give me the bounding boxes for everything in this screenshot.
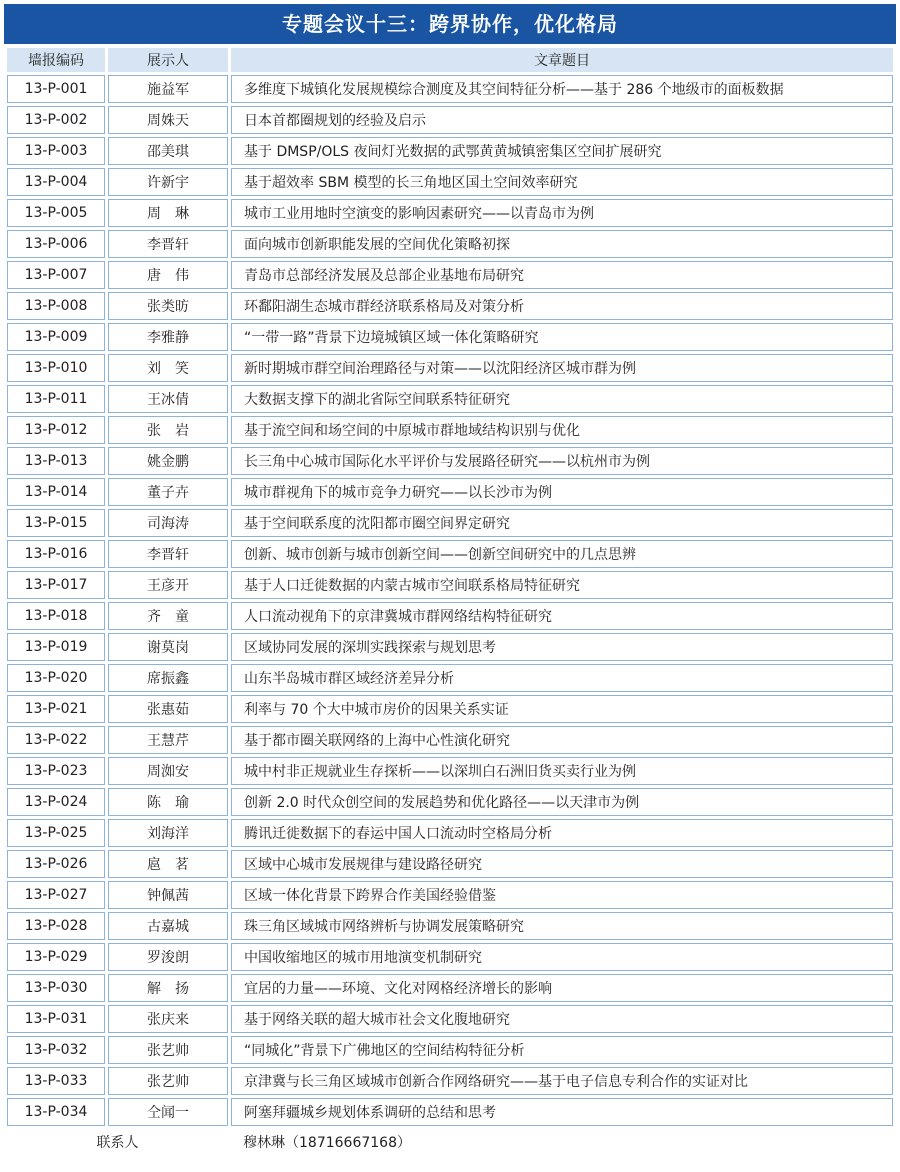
table-row xyxy=(7,633,893,661)
poster-code: 13-P-016 xyxy=(7,540,105,568)
article-title: 城中村非正规就业生存探析——以深圳白石洲旧货买卖行业为例 xyxy=(231,757,893,785)
presenter-name: 刘 笑 xyxy=(108,354,228,382)
poster-code: 13-P-008 xyxy=(7,292,105,320)
poster-code: 13-P-029 xyxy=(7,943,105,971)
presenter-name: 张庆来 xyxy=(108,1005,228,1033)
table-header-row xyxy=(7,48,893,72)
table-row xyxy=(7,664,893,692)
presenter-name: 仝闻一 xyxy=(108,1098,228,1126)
presenter-name: 王慧芹 xyxy=(108,726,228,754)
presenter-name: 罗浚朗 xyxy=(108,943,228,971)
table-row xyxy=(7,912,893,940)
contact-label: 联系人 xyxy=(96,1135,139,1151)
article-title: 基于人口迁徙数据的内蒙古城市空间联系格局特征研究 xyxy=(231,571,893,599)
article-title: 面向城市创新职能发展的空间优化策略初探 xyxy=(231,230,893,258)
presenter-name: 张 岩 xyxy=(108,416,228,444)
presenter-name: 施益军 xyxy=(108,75,228,103)
article-title: 城市群视角下的城市竞争力研究——以长沙市为例 xyxy=(231,478,893,506)
poster-code: 13-P-017 xyxy=(7,571,105,599)
table-row xyxy=(7,354,893,382)
presenter-name: 周洳安 xyxy=(108,757,228,785)
presenter-name: 张惠茹 xyxy=(108,695,228,723)
poster-code: 13-P-001 xyxy=(7,75,105,103)
presenter-name: 姚金鹏 xyxy=(108,447,228,475)
article-title: 区域协同发展的深圳实践探索与规划思考 xyxy=(231,633,893,661)
table-row xyxy=(7,602,893,630)
table-row xyxy=(7,695,893,723)
article-title: 腾讯迁徙数据下的春运中国人口流动时空格局分析 xyxy=(231,819,893,847)
table-row xyxy=(7,571,893,599)
article-title: 中国收缩地区的城市用地演变机制研究 xyxy=(231,943,893,971)
presenter-name: 唐 伟 xyxy=(108,261,228,289)
presenter-name: 张类昉 xyxy=(108,292,228,320)
table-row xyxy=(7,974,893,1002)
article-title: 区域中心城市发展规律与建设路径研究 xyxy=(231,850,893,878)
presenter-name: 陈 瑜 xyxy=(108,788,228,816)
poster-code: 13-P-028 xyxy=(7,912,105,940)
table-row xyxy=(7,850,893,878)
table-row xyxy=(7,757,893,785)
table-row xyxy=(7,199,893,227)
presenter-name: 解 扬 xyxy=(108,974,228,1002)
presenter-name: 李晋轩 xyxy=(108,230,228,258)
poster-code: 13-P-009 xyxy=(7,323,105,351)
presenter-name: 邵美琪 xyxy=(108,137,228,165)
poster-code: 13-P-019 xyxy=(7,633,105,661)
article-title: 基于都市圈关联网络的上海中心性演化研究 xyxy=(231,726,893,754)
table-row xyxy=(7,292,893,320)
table-row xyxy=(7,75,893,103)
presenter-name: 王冰倩 xyxy=(108,385,228,413)
table-row xyxy=(7,385,893,413)
presenter-name: 席振鑫 xyxy=(108,664,228,692)
article-title: 新时期城市群空间治理路径与对策——以沈阳经济区城市群为例 xyxy=(231,354,893,382)
poster-code: 13-P-030 xyxy=(7,974,105,1002)
article-title: 区域一体化背景下跨界合作美国经验借鉴 xyxy=(231,881,893,909)
presenter-name: 周 琳 xyxy=(108,199,228,227)
poster-code: 13-P-027 xyxy=(7,881,105,909)
article-title: 日本首都圈规划的经验及启示 xyxy=(231,106,893,134)
table-row xyxy=(7,540,893,568)
page-title: 专题会议十三：跨界协作，优化格局 xyxy=(4,4,896,44)
poster-code: 13-P-033 xyxy=(7,1067,105,1095)
table-row xyxy=(7,416,893,444)
presenter-name: 许新宇 xyxy=(108,168,228,196)
poster-code: 13-P-013 xyxy=(7,447,105,475)
table-row xyxy=(7,230,893,258)
presenter-name: 钟佩茜 xyxy=(108,881,228,909)
poster-code: 13-P-004 xyxy=(7,168,105,196)
presenter-name: 李晋轩 xyxy=(108,540,228,568)
article-title: 青岛市总部经济发展及总部企业基地布局研究 xyxy=(231,261,893,289)
table-row xyxy=(7,137,893,165)
table-row xyxy=(7,447,893,475)
article-title: 基于流空间和场空间的中原城市群地域结构识别与优化 xyxy=(231,416,893,444)
presenter-name: 司海涛 xyxy=(108,509,228,537)
poster-code: 13-P-032 xyxy=(7,1036,105,1064)
table-row xyxy=(7,323,893,351)
poster-code: 13-P-003 xyxy=(7,137,105,165)
poster-code: 13-P-021 xyxy=(7,695,105,723)
presenter-name: 刘海洋 xyxy=(108,819,228,847)
poster-code: 13-P-010 xyxy=(7,354,105,382)
poster-code: 13-P-020 xyxy=(7,664,105,692)
table-row xyxy=(7,106,893,134)
article-title: 京津冀与长三角区域城市创新合作网络研究——基于电子信息专利合作的实证对比 xyxy=(231,1067,893,1095)
table-row xyxy=(7,788,893,816)
presenter-name: 董子卉 xyxy=(108,478,228,506)
poster-code: 13-P-005 xyxy=(7,199,105,227)
presenter-name: 周姝天 xyxy=(108,106,228,134)
presenter-name: 齐 童 xyxy=(108,602,228,630)
article-title: 人口流动视角下的京津冀城市群网络结构特征研究 xyxy=(231,602,893,630)
table-row xyxy=(7,726,893,754)
poster-code: 13-P-031 xyxy=(7,1005,105,1033)
column-header-presenter: 展示人 xyxy=(108,48,228,72)
table-row xyxy=(7,881,893,909)
presenter-name: 李雅静 xyxy=(108,323,228,351)
article-title: 基于 DMSP/OLS 夜间灯光数据的武鄂黄黄城镇密集区空间扩展研究 xyxy=(231,137,893,165)
table-row xyxy=(7,943,893,971)
article-title: 山东半岛城市群区域经济差异分析 xyxy=(231,664,893,692)
article-title: 珠三角区域城市网络辨析与协调发展策略研究 xyxy=(231,912,893,940)
poster-code: 13-P-012 xyxy=(7,416,105,444)
article-title: 基于空间联系度的沈阳都市圈空间界定研究 xyxy=(231,509,893,537)
poster-table xyxy=(4,45,896,1158)
table-row xyxy=(7,819,893,847)
article-title: 长三角中心城市国际化水平评价与发展路径研究——以杭州市为例 xyxy=(231,447,893,475)
article-title: 阿塞拜疆城乡规划体系调研的总结和思考 xyxy=(231,1098,893,1126)
presenter-name: 扈 茗 xyxy=(108,850,228,878)
poster-code: 13-P-011 xyxy=(7,385,105,413)
column-header-topic: 文章题目 xyxy=(231,48,893,72)
poster-code: 13-P-002 xyxy=(7,106,105,134)
article-title: 环鄱阳湖生态城市群经济联系格局及对策分析 xyxy=(231,292,893,320)
poster-code: 13-P-025 xyxy=(7,819,105,847)
table-row xyxy=(7,1067,893,1095)
presenter-name: 古嘉城 xyxy=(108,912,228,940)
poster-code: 13-P-022 xyxy=(7,726,105,754)
article-title: 城市工业用地时空演变的影响因素研究——以青岛市为例 xyxy=(231,199,893,227)
article-title: “同城化”背景下广佛地区的空间结构特征分析 xyxy=(231,1036,893,1064)
poster-code: 13-P-023 xyxy=(7,757,105,785)
article-title: “一带一路”背景下边境城镇区域一体化策略研究 xyxy=(231,323,893,351)
contact-value: 穆林琳（18716667168） xyxy=(243,1135,411,1151)
presenter-name: 王彦开 xyxy=(108,571,228,599)
table-row xyxy=(7,478,893,506)
poster-code: 13-P-034 xyxy=(7,1098,105,1126)
contact-row xyxy=(7,1129,893,1155)
article-title: 宜居的力量——环境、文化对网格经济增长的影响 xyxy=(231,974,893,1002)
table-row xyxy=(7,1098,893,1126)
article-title: 大数据支撑下的湖北省际空间联系特征研究 xyxy=(231,385,893,413)
table-row xyxy=(7,168,893,196)
table-row xyxy=(7,1036,893,1064)
poster-code: 13-P-026 xyxy=(7,850,105,878)
table-row xyxy=(7,1005,893,1033)
table-row xyxy=(7,261,893,289)
poster-code: 13-P-018 xyxy=(7,602,105,630)
article-title: 利率与 70 个大中城市房价的因果关系实证 xyxy=(231,695,893,723)
article-title: 多维度下城镇化发展规模综合测度及其空间特征分析——基于 286 个地级市的面板数据 xyxy=(231,75,893,103)
poster-code: 13-P-014 xyxy=(7,478,105,506)
poster-code: 13-P-015 xyxy=(7,509,105,537)
poster-code: 13-P-024 xyxy=(7,788,105,816)
column-header-code: 墙报编码 xyxy=(7,48,105,72)
article-title: 基于超效率 SBM 模型的长三角地区国土空间效率研究 xyxy=(231,168,893,196)
presenter-name: 谢莫岗 xyxy=(108,633,228,661)
article-title: 创新、城市创新与城市创新空间——创新空间研究中的几点思辨 xyxy=(231,540,893,568)
article-title: 基于网络关联的超大城市社会文化腹地研究 xyxy=(231,1005,893,1033)
presenter-name: 张艺帅 xyxy=(108,1067,228,1095)
presenter-name: 张艺帅 xyxy=(108,1036,228,1064)
poster-code: 13-P-006 xyxy=(7,230,105,258)
poster-code: 13-P-007 xyxy=(7,261,105,289)
table-row xyxy=(7,509,893,537)
session-schedule xyxy=(4,4,896,1158)
article-title: 创新 2.0 时代众创空间的发展趋势和优化路径——以天津市为例 xyxy=(231,788,893,816)
